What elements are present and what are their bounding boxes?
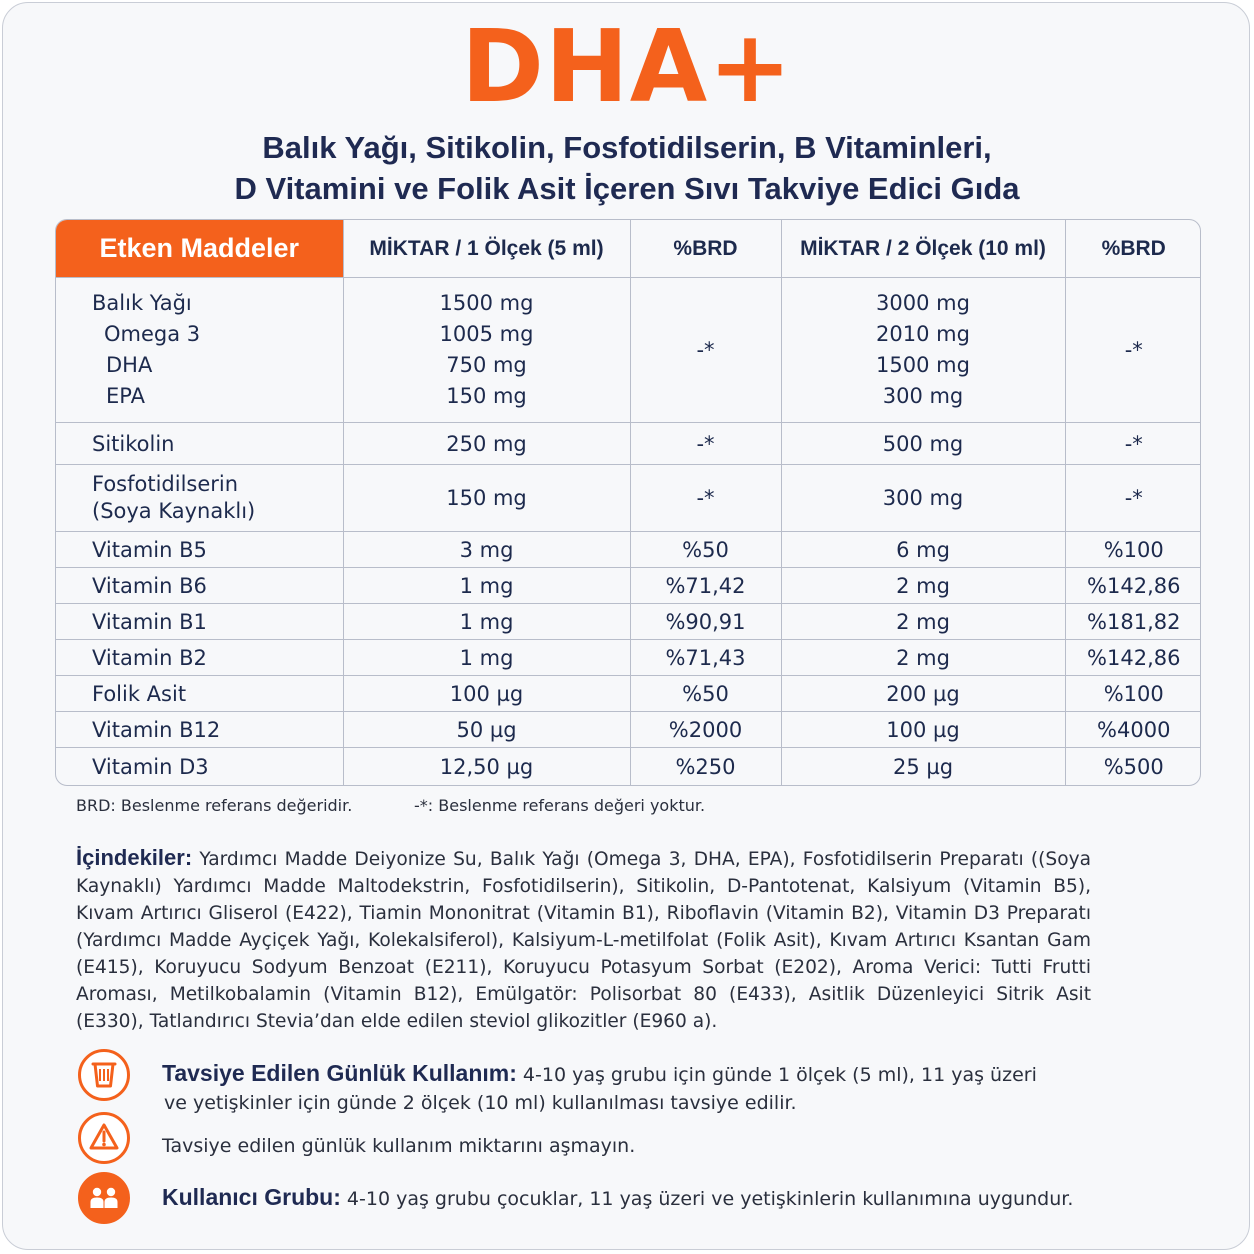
ingredient-name-line: Omega 3 (104, 322, 201, 347)
user-group-line (162, 1182, 1073, 1214)
brand-title: DHA+ (461, 8, 793, 125)
ingredient-name: Sitikolin (56, 423, 343, 465)
amount-1: 50 µg (343, 712, 630, 748)
amount-value: 1500 mg (439, 291, 534, 316)
daily-usage-text: 4-10 yaş grubu için günde 1 ölçek (5 ml), 11 yaş üzeri (516, 1064, 1037, 1086)
ingredients-text: Yardımcı Madde Deiyonize Su, Balık Yağı (Omega 3, DHA, EPA), Fosfotidilserin Preparatı ((Soya Kaynaklı) Yardımcı Madde Maltodekstrin, Fosfotidilserin), Sitikolin, D-Pantotenat, Kalsiyum (Vitamin B5), Kıvam Artırıcı Gliserol (E422), Tiamin Mononitrat (Vitamin B1), Riboflavin (Vitamin B2), Vitamin D3 Preparatı (Yardımcı Madde Ayçiçek Yağı, Kolekalsiferol), Kalsiyum-L-metilfolat (Folik Asit), Kıvam Artırıcı Ksantan Gam (E415), Koruyucu Sodyum Benzoat (E211), Koruyucu Potasyum Sorbat (E202), Aroma Verici: Tutti Frutti Aroması, Metilkobalamin (Vitamin B12), Emülgatör: Polisorbat 80 (E433), Asitlik Düzenleyici Sitrik Asit (E330), Tatlandırıcı Stevia’dan elde edilen steviol glikozitler (E960 a). (76, 849, 1091, 1032)
measuring-cup-icon (78, 1049, 130, 1101)
brd-1: %250 (630, 748, 781, 785)
table-row (56, 532, 1201, 568)
table-row (56, 676, 1201, 712)
brd-2: -* (1065, 465, 1201, 532)
amount-2: 6 mg (781, 532, 1065, 568)
ingredient-name: Folik Asit (56, 676, 343, 712)
amount-2: 25 µg (781, 748, 1065, 785)
amount-value: 300 mg (882, 384, 964, 409)
table-row (56, 640, 1201, 676)
header-active-ingredients: Etken Maddeler (56, 220, 343, 278)
brd-1: %50 (630, 532, 781, 568)
nutrition-table (55, 219, 1201, 786)
amount-1: 1 mg (343, 640, 630, 676)
header-brd-1: %BRD (630, 220, 781, 278)
brd-2: %142,86 (1065, 568, 1201, 604)
amount-value: 1500 mg (876, 353, 970, 378)
subtitle-line-2: D Vitamini ve Folik Asit İçeren Sıvı Takviye Edici Gıda (234, 171, 1020, 206)
footnote-no-brd: -*: Beslenme referans değeri yoktur. (414, 796, 706, 815)
ingredient-name-line: DHA (106, 353, 153, 378)
amount-2: 2 mg (781, 568, 1065, 604)
brd-2: %142,86 (1065, 640, 1201, 676)
user-group-label: Kullanıcı Grubu: (162, 1184, 341, 1210)
header-brd-2: %BRD (1065, 220, 1201, 278)
ingredient-name: Vitamin B5 (56, 532, 343, 568)
amount-2 (781, 278, 1065, 423)
people-icon (78, 1172, 130, 1224)
amount-1: 3 mg (343, 532, 630, 568)
ingredient-name-line: EPA (106, 384, 145, 409)
amount-2: 2 mg (781, 640, 1065, 676)
brd-2: %500 (1103, 754, 1164, 779)
amount-value: 1005 mg (439, 322, 534, 347)
table-row (56, 748, 1201, 785)
brd-1: %2000 (630, 712, 781, 748)
amount-2: 200 µg (781, 676, 1065, 712)
ingredient-name-line: Balık Yağı (92, 291, 192, 316)
daily-usage-line-2: ve yetişkinler için günde 2 ölçek (10 ml) kullanılması tavsiye edilir. (164, 1092, 797, 1114)
table-row (56, 278, 1201, 423)
amount-2: 500 mg (781, 423, 1065, 465)
amount-1: 100 µg (343, 676, 630, 712)
ingredient-name (56, 465, 343, 532)
brd-2: %100 (1065, 532, 1201, 568)
brd-1: -* (630, 423, 781, 465)
footnote-brd: BRD: Beslenme referans değeridir. (76, 796, 353, 815)
ingredients-paragraph (76, 844, 1091, 1035)
daily-usage-label: Tavsiye Edilen Günlük Kullanım: (162, 1060, 517, 1086)
amount-2: 300 mg (781, 465, 1065, 532)
subtitle-line-1: Balık Yağı, Sitikolin, Fosfotidilserin, B Vitaminleri, (262, 130, 992, 165)
brd-1: %71,42 (630, 568, 781, 604)
ingredient-name-line: (Soya Kaynaklı) (92, 499, 256, 524)
ingredient-name: Vitamin B1 (56, 604, 343, 640)
table-row (56, 423, 1201, 465)
brd-1: -* (630, 465, 781, 532)
amount-value: 150 mg (446, 384, 527, 409)
ingredient-name-line: Fosfotidilserin (92, 472, 239, 497)
table-row (56, 568, 1201, 604)
header-amount-2-scoop: MİKTAR / 2 Ölçek (10 ml) (781, 220, 1065, 278)
ingredient-name: Vitamin B6 (56, 568, 343, 604)
brd-1: %71,43 (630, 640, 781, 676)
user-group-text: 4-10 yaş grubu çocuklar, 11 yaş üzeri ve yetişkinlerin kullanımına uygundur. (340, 1188, 1074, 1210)
header-amount-1-scoop: MİKTAR / 1 Ölçek (5 ml) (343, 220, 630, 278)
brd-1: -* (630, 278, 781, 423)
amount-2: 100 µg (781, 712, 1065, 748)
warning-icon (78, 1112, 130, 1164)
warning-text: Tavsiye edilen günlük kullanım miktarını aşmayın. (162, 1135, 636, 1157)
amount-value: 2010 mg (876, 322, 970, 347)
amount-1: 1 mg (343, 604, 630, 640)
ingredient-name: Vitamin D3 (56, 748, 343, 785)
amount-value: 3000 mg (876, 291, 970, 316)
table-row (56, 465, 1201, 532)
amount-1: 12,50 µg (343, 748, 630, 785)
amount-1: 250 mg (343, 423, 630, 465)
table-row (56, 604, 1201, 640)
ingredient-name: Vitamin B2 (56, 640, 343, 676)
daily-usage-line-1 (162, 1058, 1037, 1090)
brd-2: -* (1065, 278, 1201, 423)
amount-1 (343, 278, 630, 423)
amount-1: 1 mg (343, 568, 630, 604)
ingredient-name: Vitamin B12 (56, 712, 343, 748)
table-header-row (56, 220, 1201, 278)
table-row (56, 712, 1201, 748)
brd-1: %50 (630, 676, 781, 712)
amount-2: 2 mg (781, 604, 1065, 640)
ingredient-name (56, 278, 343, 423)
ingredients-label: İçindekiler: (76, 845, 193, 870)
amount-value: 750 mg (446, 353, 527, 378)
brd-2: %4000 (1065, 712, 1201, 748)
amount-1: 150 mg (343, 465, 630, 532)
brd-2: %100 (1065, 676, 1201, 712)
brd-2: -* (1065, 423, 1201, 465)
brd-2: %181,82 (1065, 604, 1201, 640)
brd-1: %90,91 (630, 604, 781, 640)
